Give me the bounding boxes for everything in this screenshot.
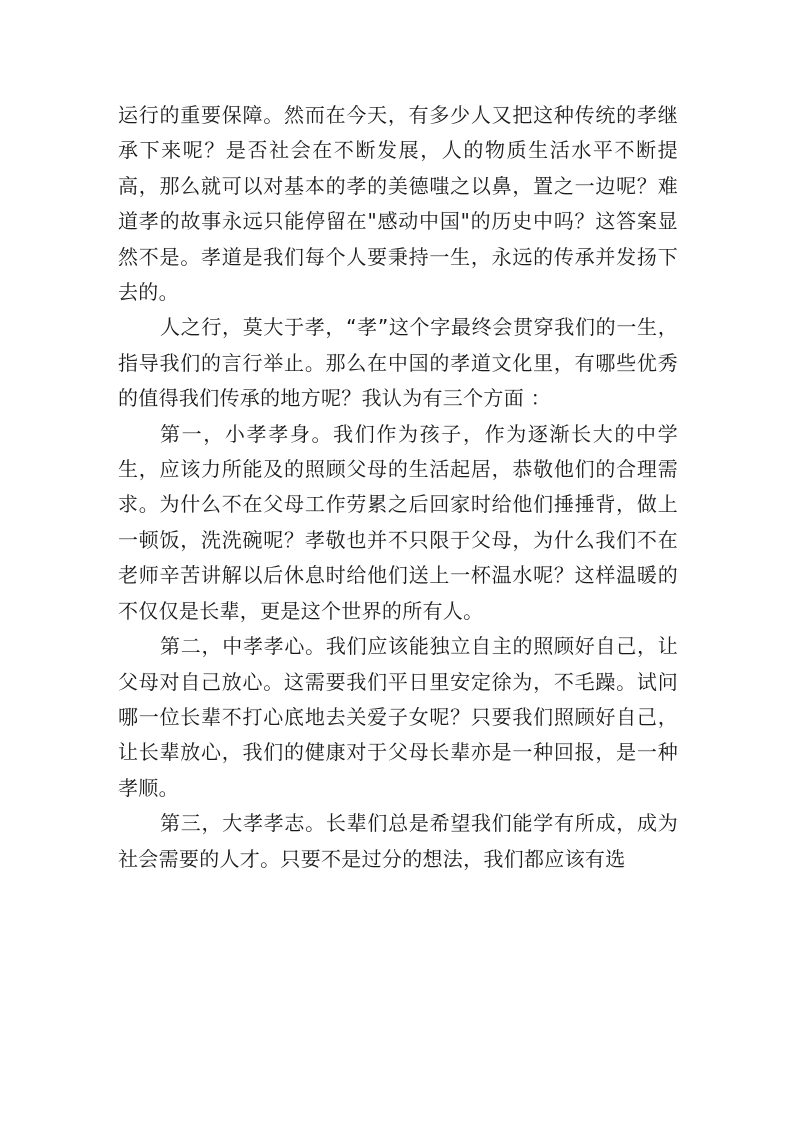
paragraph-1: 运行的重要保障。然而在今天，有多少人又把这种传统的孝继承下来呢？是否社会在不断发展，人的物质生活水平不断提高，那么就可以对基本的孝的美德嗤之以鼻，置之一边呢？难道孝的故事永远只能停留在"感动中国"的历史中吗？这答案显然不是。孝道是我们每个人要秉持一生，永远的传承并发扬下去的。 (118, 103, 678, 305)
paragraph-5: 第三，大孝孝志。长辈们总是希望我们能学有所成，成为社会需要的人才。只要不是过分的想法，我们都应该有选 (118, 811, 678, 871)
document-body (118, 98, 678, 877)
paragraph-4: 第二，中孝孝心。我们应该能独立自主的照顾好自己，让父母对自己放心。这需要我们平日里安定徐为，不毛躁。试问哪一位长辈不打心底地去关爱子女呢？只要我们照顾好自己，让长辈放心，我们的健康对于父母长辈亦是一种回报，是一种孝顺。 (118, 634, 678, 800)
paragraph-3: 第一，小孝孝身。我们作为孩子，作为逐渐长大的中学生，应该力所能及的照顾父母的生活起居，恭敬他们的合理需求。为什么不在父母工作劳累之后回家时给他们捶捶背，做上一顿饭，洗洗碗呢？孝敬也并不只限于父母，为什么我们不在老师辛苦讲解以后休息时给他们送上一杯温水呢？这样温暖的不仅仅是长辈，更是这个世界的所有人。 (118, 421, 678, 623)
paragraph-2: 人之行，莫大于孝，“孝”这个字最终会贯穿我们的一生，指导我们的言行举止。那么在中国的孝道文化里，有哪些优秀的值得我们传承的地方呢？我认为有三个方面 ： (118, 315, 678, 411)
